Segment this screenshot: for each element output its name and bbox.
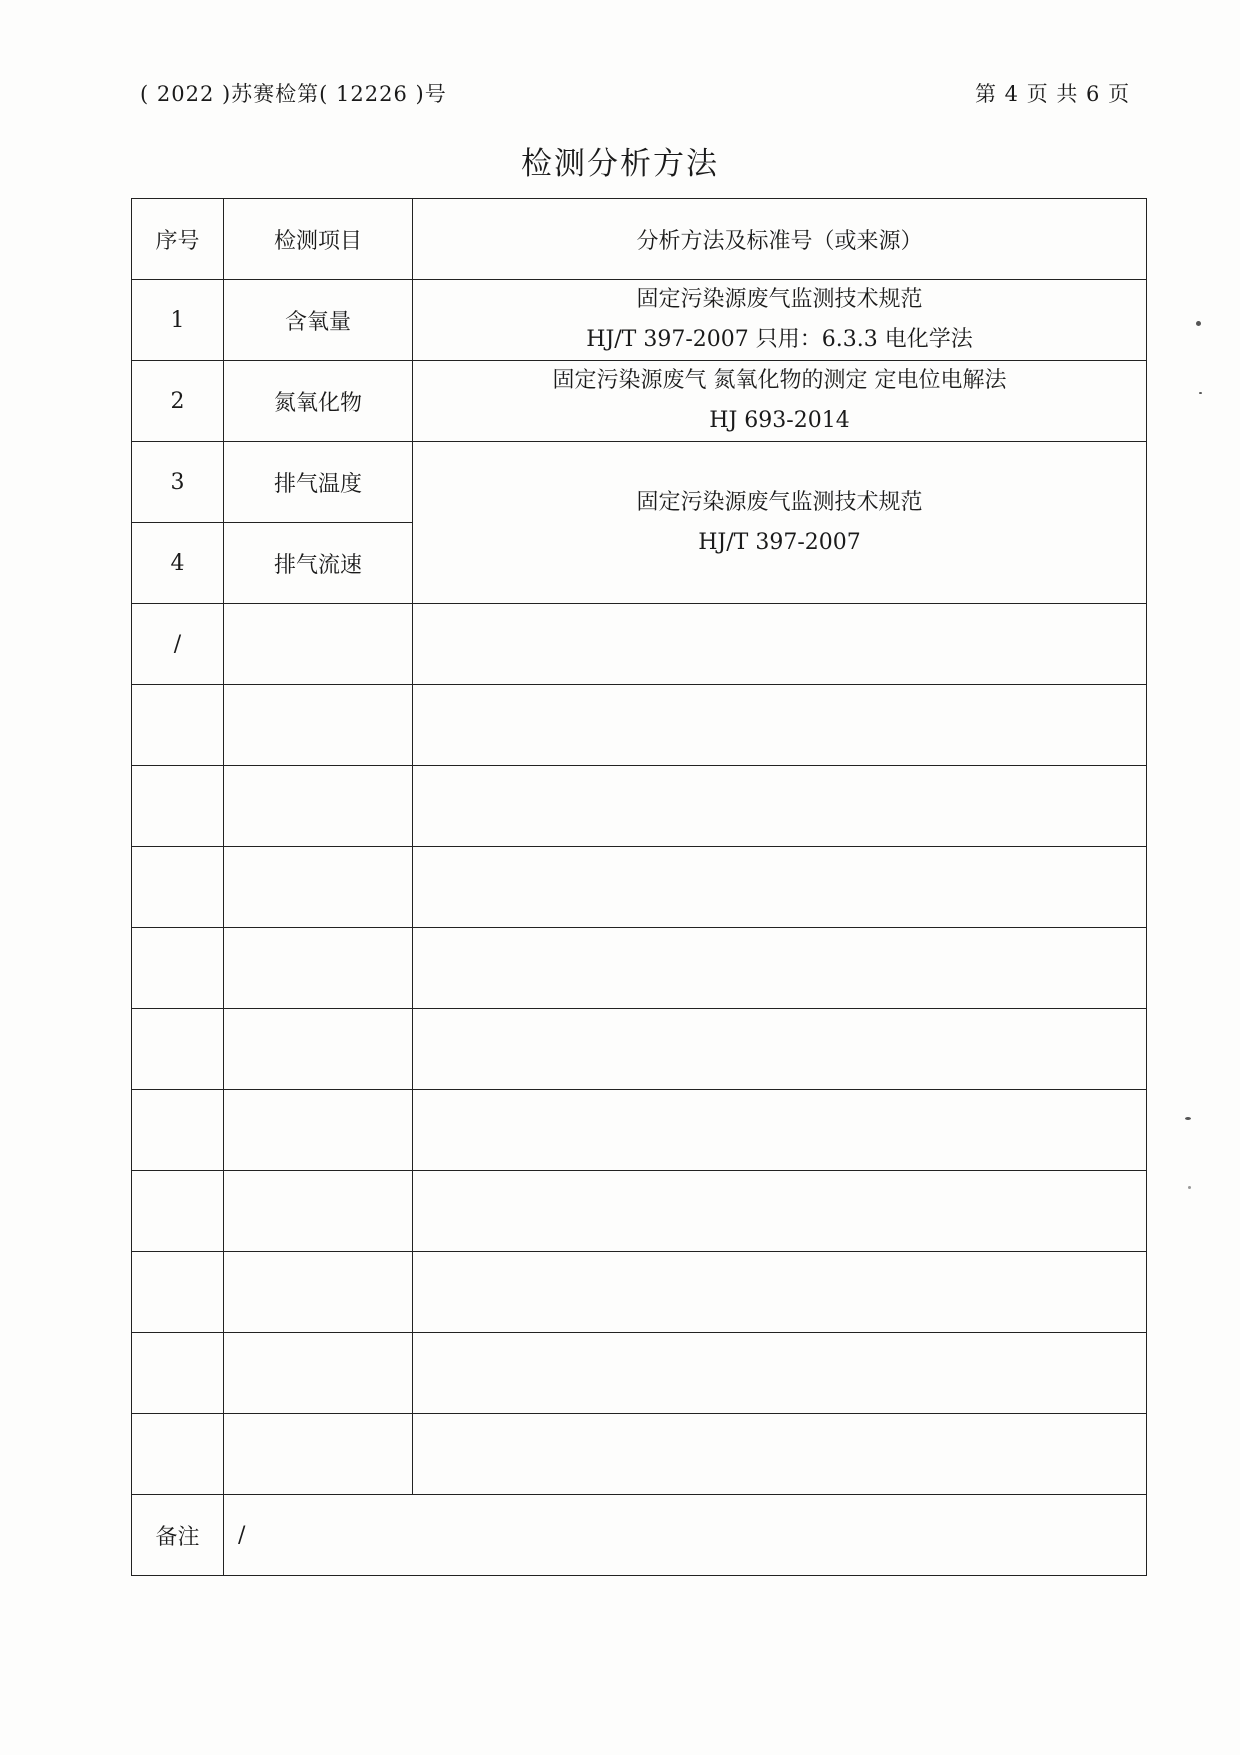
remarks-label: 备注 xyxy=(132,1495,224,1576)
method-line: HJ 693-2014 xyxy=(709,408,850,433)
method-line: 固定污染源废气监测技术规范 xyxy=(636,287,923,312)
row-no: 2 xyxy=(132,361,224,442)
remarks-row xyxy=(132,1495,1147,1576)
empty-row xyxy=(132,766,1147,847)
row-item: 含氧量 xyxy=(224,280,413,361)
scan-speck xyxy=(1185,1117,1191,1120)
scan-speck xyxy=(1199,392,1202,394)
empty-row xyxy=(132,1171,1147,1252)
method-line: HJ/T 397-2007 xyxy=(698,529,861,555)
table-row xyxy=(132,280,1147,361)
empty-row xyxy=(132,847,1147,928)
table-row xyxy=(132,442,1147,523)
page-title: 检测分析方法 xyxy=(521,146,719,182)
report-number: ( 2022 )苏赛检第( 12226 )号 xyxy=(140,82,447,106)
empty-row xyxy=(132,928,1147,1009)
empty-row xyxy=(132,1333,1147,1414)
header-no: 序号 xyxy=(132,199,224,280)
table-row xyxy=(132,361,1147,442)
row-method xyxy=(413,442,1147,604)
row-item: 氮氧化物 xyxy=(224,361,413,442)
empty-row xyxy=(132,1009,1147,1090)
row-method xyxy=(413,280,1147,361)
row-no: 4 xyxy=(132,523,224,604)
header-item: 检测项目 xyxy=(224,199,413,280)
table-row xyxy=(132,604,1147,685)
empty-row xyxy=(132,1414,1147,1495)
empty-row xyxy=(132,685,1147,766)
method-line: 固定污染源废气 氮氧化物的测定 定电位电解法 xyxy=(552,368,1007,393)
header-method: 分析方法及标准号（或来源） xyxy=(413,199,1147,280)
page-info: 第 4 页 共 6 页 xyxy=(975,82,1131,106)
empty-row xyxy=(132,1252,1147,1333)
row-item: 排气温度 xyxy=(224,442,413,523)
row-method xyxy=(413,604,1147,685)
empty-row xyxy=(132,1090,1147,1171)
row-no: 1 xyxy=(132,280,224,361)
row-no: 3 xyxy=(132,442,224,523)
remarks-value: / xyxy=(224,1495,1147,1576)
method-table xyxy=(131,198,1147,1576)
method-line: 固定污染源废气监测技术规范 xyxy=(636,489,923,515)
method-line: HJ/T 397-2007 只用：6.3.3 电化学法 xyxy=(586,327,973,352)
scan-speck xyxy=(1196,321,1201,326)
table-header-row xyxy=(132,199,1147,280)
row-item xyxy=(224,604,413,685)
scan-speck xyxy=(1188,1186,1191,1189)
row-method xyxy=(413,361,1147,442)
row-no: / xyxy=(132,604,224,685)
row-item: 排气流速 xyxy=(224,523,413,604)
